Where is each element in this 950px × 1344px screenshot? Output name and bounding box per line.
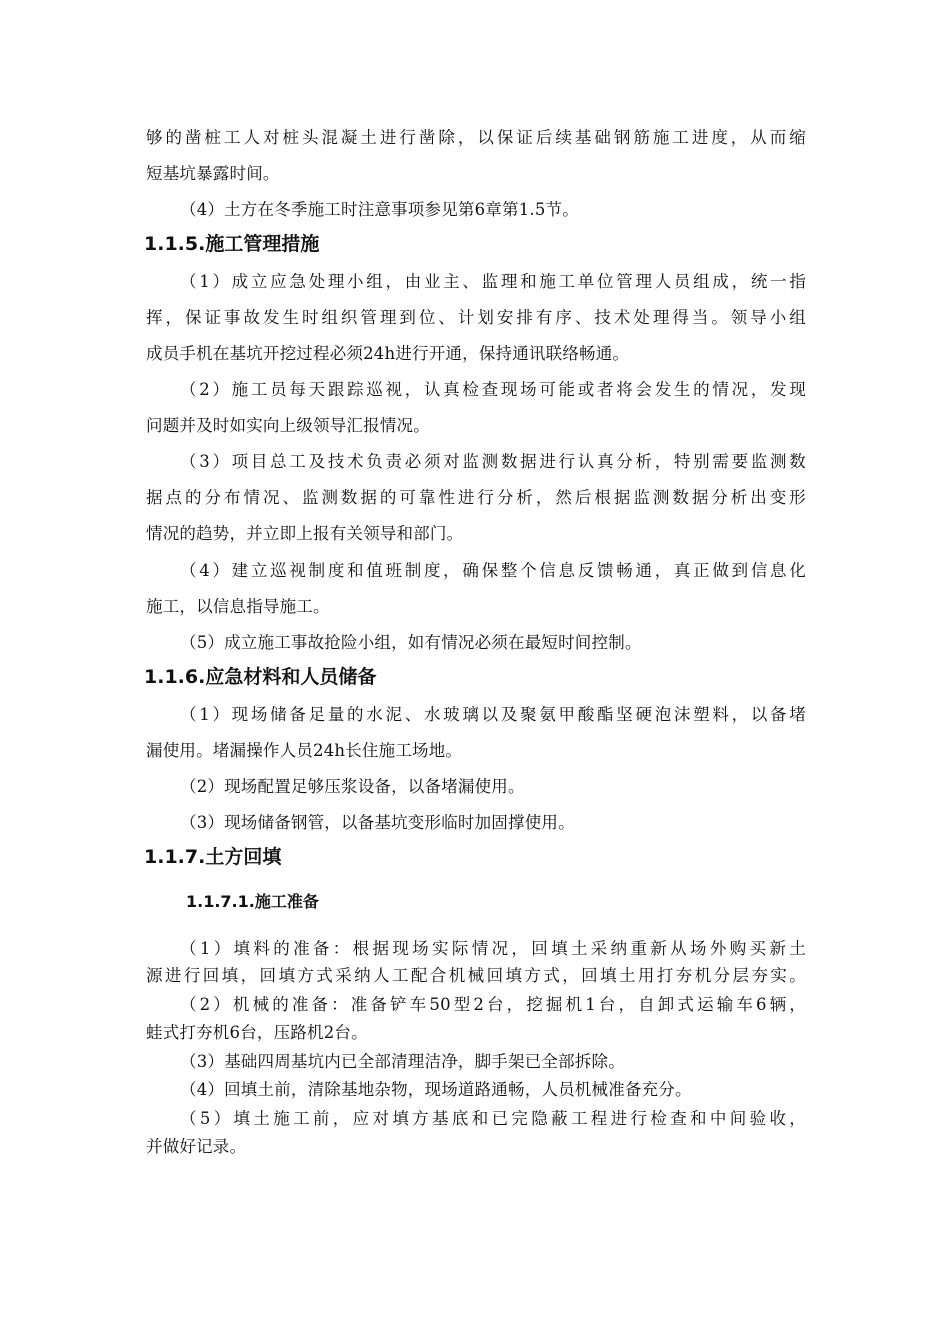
paragraph-line: （4）建立巡视制度和值班制度，确保整个信息反馈畅通，真正做到信息化 (180, 561, 806, 580)
paragraph-line: 源进行回填，回填方式采纳人工配合机械回填方式，回填土用打夯机分层夯实。 (146, 966, 806, 985)
paragraph-line: 短基坑暴露时间。 (146, 164, 280, 183)
paragraph-line: 问题并及时如实向上级领导汇报情况。 (146, 416, 430, 435)
paragraph-line: （1）填料的准备：根据现场实际情况，回填土采纳重新从场外购买新土 (180, 939, 806, 958)
section-heading: 1.1.5.施工管理措施 (144, 233, 320, 255)
paragraph-line: 情况的趋势，并立即上报有关领导和部门。 (146, 524, 464, 543)
paragraph-line: 蛙式打夯机6台，压路机2台。 (146, 1023, 368, 1042)
paragraph-line: 够的凿桩工人对桩头混凝土进行凿除，以保证后续基础钢筋施工进度，从而缩 (146, 128, 806, 147)
subsection-heading: 1.1.7.1.施工准备 (186, 892, 319, 911)
paragraph-line: 施工，以信息指导施工。 (146, 597, 330, 616)
paragraph-line: （1）现场储备足量的水泥、水玻璃以及聚氨甲酸酯坚硬泡沫塑料，以备堵 (180, 705, 806, 724)
paragraph-line: 成员手机在基坑开挖过程必须24h进行开通，保持通讯联络畅通。 (146, 344, 630, 363)
paragraph-line: 漏使用。堵漏操作人员24h长住施工场地。 (146, 741, 463, 760)
paragraph-line: （2）机械的准备：准备铲车50型2台，挖掘机1台，自卸式运输车6辆， (180, 995, 806, 1014)
paragraph-line: （2）施工员每天跟踪巡视，认真检查现场可能或者将会发生的情况，发现 (180, 380, 806, 399)
paragraph-line: （3）现场储备钢管，以备基坑变形临时加固撑使用。 (180, 813, 575, 832)
paragraph-line: （5）填土施工前，应对填方基底和已完隐蔽工程进行检查和中间验收， (180, 1109, 806, 1128)
paragraph-line: 挥，保证事故发生时组织管理到位、计划安排有序、技术处理得当。领导小组 (146, 308, 806, 327)
paragraph-line: （3）基础四周基坑内已全部清理洁净，脚手架已全部拆除。 (180, 1052, 625, 1071)
paragraph-line: 并做好记录。 (146, 1137, 247, 1156)
paragraph-line: （1）成立应急处理小组，由业主、监理和施工单位管理人员组成，统一指 (180, 272, 806, 291)
paragraph-line: （5）成立施工事故抢险小组，如有情况必须在最短时间控制。 (180, 633, 642, 652)
paragraph-line: （4）回填土前，清除基地杂物，现场道路通畅，人员机械准备充分。 (180, 1080, 692, 1099)
paragraph-line: （3）项目总工及技术负责必须对监测数据进行认真分析，特别需要监测数 (180, 452, 806, 471)
paragraph-line: （4）土方在冬季施工时注意事项参见第6章第1.5节。 (180, 200, 579, 219)
paragraph-line: 据点的分布情况、监测数据的可靠性进行分析，然后根据监测数据分析出变形 (146, 488, 806, 507)
section-heading: 1.1.7.土方回填 (144, 846, 282, 868)
paragraph-line: （2）现场配置足够压浆设备，以备堵漏使用。 (180, 777, 525, 796)
section-heading: 1.1.6.应急材料和人员储备 (144, 666, 377, 688)
